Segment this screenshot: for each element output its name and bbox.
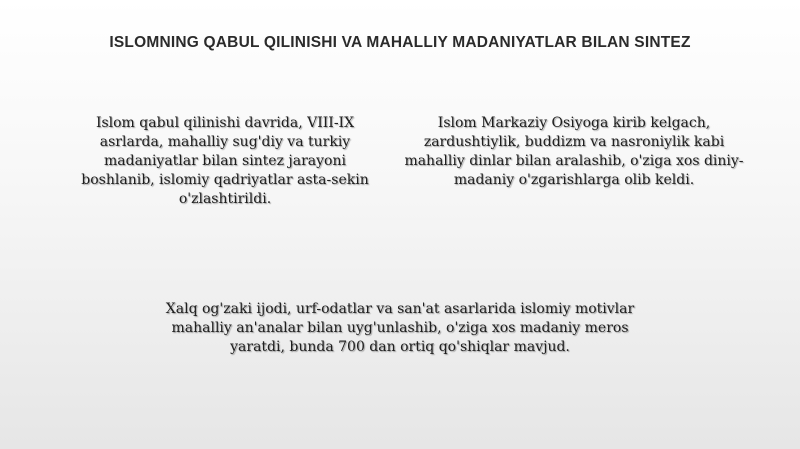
bottom-paragraph: Xalq og'zaki ijodi, urf-odatlar va san'at asarlarida islomiy motivlar mahalliy an'analar bilan uyg'unlashib, o'ziga xos madaniy meros yaratdi, bunda 700 dan ortiq qo'shiqlar mavjud. bbox=[165, 301, 635, 355]
left-paragraph: Islom qabul qilinishi davrida, VIII-IX asrlarda, mahalliy sug'diy va turkiy madaniyatlar bilan sintez jarayoni boshlanib, islomiy qadriyatlar asta-sekin o'zlashtirildi. bbox=[81, 115, 369, 207]
right-paragraph: Islom Markaziy Osiyoga kirib kelgach, zardushtiylik, buddizm va nasroniylik kabi mahalliy dinlar bilan aralashib, o'ziga xos diniy-madaniy o'zgarishlarga olib keldi. bbox=[404, 115, 744, 188]
slide-title: ISLOMNING QABUL QILINISHI VA MAHALLIY MADANIYATLAR BILAN SINTEZ bbox=[109, 34, 691, 51]
